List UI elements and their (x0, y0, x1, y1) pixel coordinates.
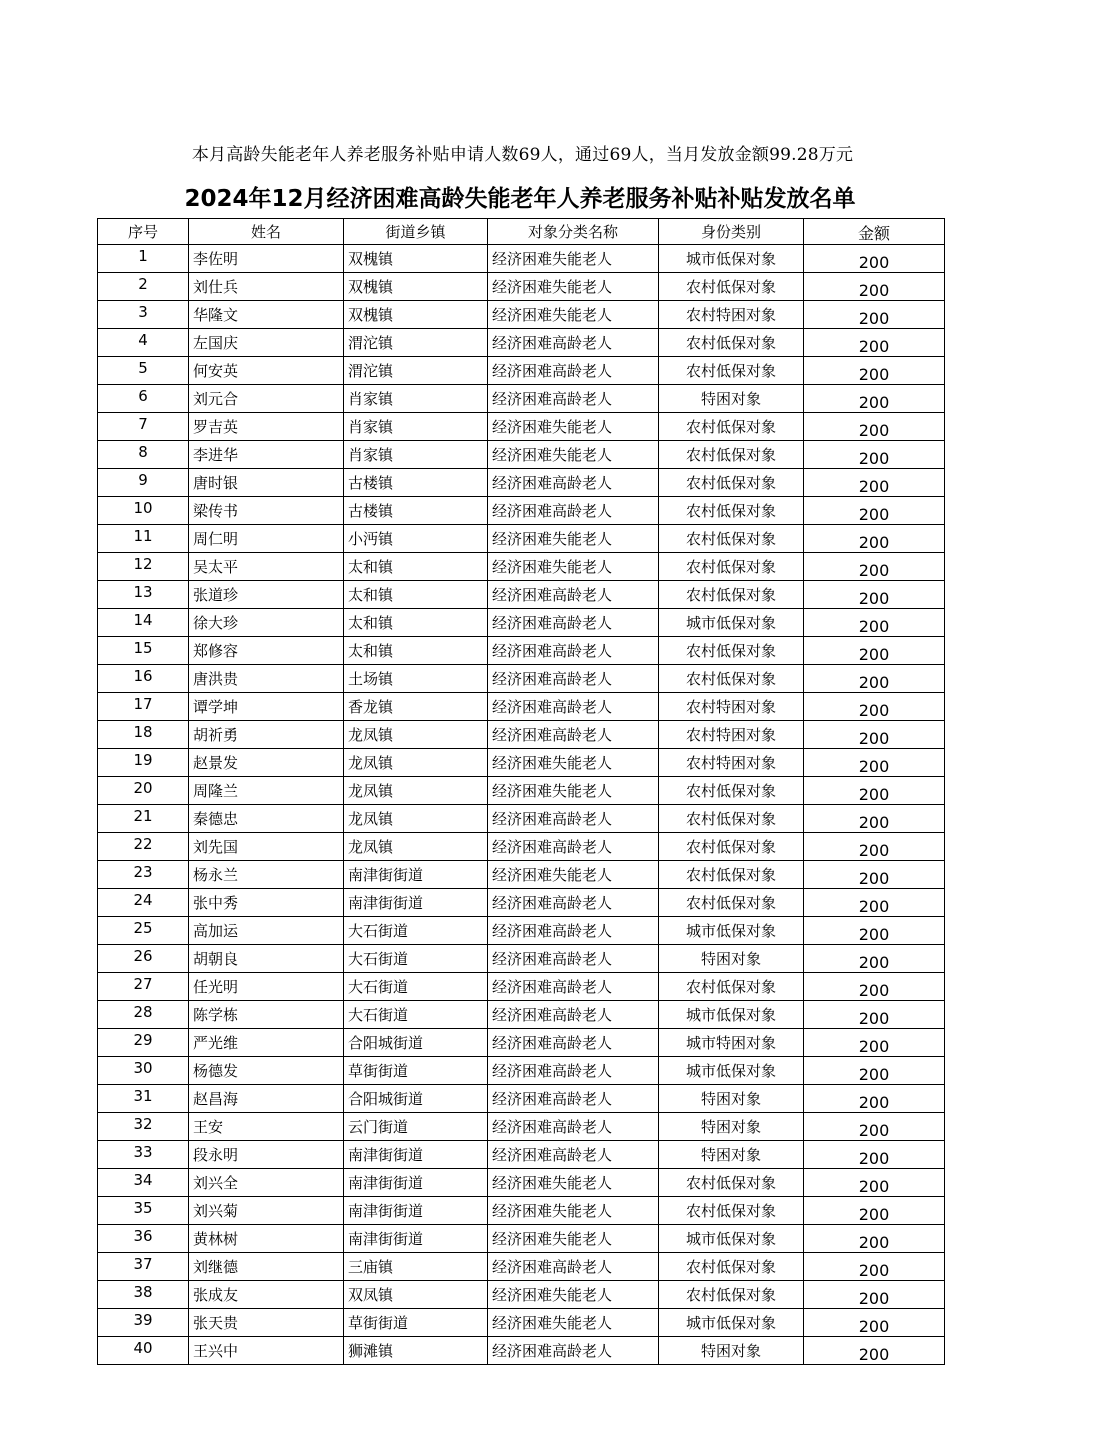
cell-category: 经济困难失能老人 (488, 1225, 659, 1253)
table-row (98, 721, 945, 749)
cell-amount: 200 (804, 581, 945, 609)
cell-town: 南津街街道 (344, 889, 488, 917)
cell-amount: 200 (804, 861, 945, 889)
cell-amount: 200 (804, 777, 945, 805)
cell-category: 经济困难高龄老人 (488, 609, 659, 637)
cell-name: 刘元合 (189, 385, 344, 413)
cell-identity: 城市低保对象 (659, 1309, 804, 1337)
cell-identity: 农村低保对象 (659, 441, 804, 469)
cell-identity: 特困对象 (659, 1337, 804, 1365)
cell-index: 35 (98, 1197, 189, 1225)
cell-name: 张成友 (189, 1281, 344, 1309)
cell-amount: 200 (804, 637, 945, 665)
cell-identity: 农村低保对象 (659, 273, 804, 301)
cell-amount: 200 (804, 749, 945, 777)
cell-name: 高加运 (189, 917, 344, 945)
cell-index: 4 (98, 329, 189, 357)
cell-town: 龙凤镇 (344, 749, 488, 777)
cell-index: 19 (98, 749, 189, 777)
cell-identity: 城市低保对象 (659, 1225, 804, 1253)
cell-name: 罗吉英 (189, 413, 344, 441)
cell-name: 刘兴全 (189, 1169, 344, 1197)
cell-amount: 200 (804, 413, 945, 441)
table-row (98, 357, 945, 385)
cell-index: 37 (98, 1253, 189, 1281)
cell-name: 赵景发 (189, 749, 344, 777)
table-row (98, 609, 945, 637)
cell-amount: 200 (804, 525, 945, 553)
cell-town: 南津街街道 (344, 1169, 488, 1197)
cell-amount: 200 (804, 385, 945, 413)
cell-name: 徐大珍 (189, 609, 344, 637)
table-row (98, 525, 945, 553)
cell-amount: 200 (804, 889, 945, 917)
table-row (98, 1309, 945, 1337)
cell-index: 36 (98, 1225, 189, 1253)
cell-category: 经济困难高龄老人 (488, 917, 659, 945)
cell-name: 赵昌海 (189, 1085, 344, 1113)
cell-index: 20 (98, 777, 189, 805)
cell-index: 22 (98, 833, 189, 861)
cell-index: 18 (98, 721, 189, 749)
cell-name: 李佐明 (189, 245, 344, 273)
cell-index: 1 (98, 245, 189, 273)
cell-name: 刘继德 (189, 1253, 344, 1281)
cell-index: 40 (98, 1337, 189, 1365)
cell-category: 经济困难高龄老人 (488, 945, 659, 973)
cell-identity: 城市低保对象 (659, 1057, 804, 1085)
cell-identity: 农村低保对象 (659, 553, 804, 581)
cell-identity: 农村低保对象 (659, 833, 804, 861)
cell-amount: 200 (804, 553, 945, 581)
cell-amount: 200 (804, 1309, 945, 1337)
cell-town: 太和镇 (344, 553, 488, 581)
table-row (98, 1029, 945, 1057)
cell-name: 张中秀 (189, 889, 344, 917)
cell-index: 27 (98, 973, 189, 1001)
cell-index: 25 (98, 917, 189, 945)
cell-category: 经济困难失能老人 (488, 525, 659, 553)
cell-amount: 200 (804, 329, 945, 357)
cell-town: 南津街街道 (344, 1225, 488, 1253)
cell-town: 肖家镇 (344, 385, 488, 413)
cell-identity: 农村低保对象 (659, 413, 804, 441)
cell-identity: 农村低保对象 (659, 525, 804, 553)
cell-identity: 农村低保对象 (659, 329, 804, 357)
cell-category: 经济困难高龄老人 (488, 385, 659, 413)
cell-category: 经济困难高龄老人 (488, 693, 659, 721)
cell-town: 太和镇 (344, 581, 488, 609)
cell-town: 龙凤镇 (344, 777, 488, 805)
cell-identity: 农村低保对象 (659, 497, 804, 525)
cell-name: 严光维 (189, 1029, 344, 1057)
cell-name: 梁传书 (189, 497, 344, 525)
cell-category: 经济困难高龄老人 (488, 665, 659, 693)
cell-category: 经济困难高龄老人 (488, 805, 659, 833)
cell-name: 郑修容 (189, 637, 344, 665)
cell-identity: 农村特困对象 (659, 693, 804, 721)
cell-town: 双槐镇 (344, 245, 488, 273)
cell-name: 周隆兰 (189, 777, 344, 805)
cell-category: 经济困难失能老人 (488, 1169, 659, 1197)
table-row (98, 245, 945, 273)
table-row (98, 553, 945, 581)
cell-identity: 特困对象 (659, 1085, 804, 1113)
cell-identity: 城市低保对象 (659, 917, 804, 945)
cell-name: 何安英 (189, 357, 344, 385)
cell-name: 王安 (189, 1113, 344, 1141)
cell-category: 经济困难高龄老人 (488, 1057, 659, 1085)
table-row (98, 329, 945, 357)
cell-amount: 200 (804, 245, 945, 273)
cell-identity: 特困对象 (659, 1141, 804, 1169)
cell-identity: 农村特困对象 (659, 721, 804, 749)
cell-index: 2 (98, 273, 189, 301)
cell-category: 经济困难失能老人 (488, 413, 659, 441)
cell-identity: 农村低保对象 (659, 777, 804, 805)
cell-category: 经济困难失能老人 (488, 245, 659, 273)
cell-identity: 农村特困对象 (659, 749, 804, 777)
cell-category: 经济困难失能老人 (488, 1197, 659, 1225)
table-row (98, 777, 945, 805)
header-category: 对象分类名称 (488, 219, 659, 245)
cell-town: 南津街街道 (344, 1197, 488, 1225)
header-identity: 身份类别 (659, 219, 804, 245)
cell-index: 21 (98, 805, 189, 833)
table-row (98, 581, 945, 609)
cell-identity: 城市低保对象 (659, 245, 804, 273)
table-row (98, 1253, 945, 1281)
header-row (98, 219, 945, 245)
cell-town: 龙凤镇 (344, 805, 488, 833)
table-row (98, 805, 945, 833)
table-row (98, 1197, 945, 1225)
cell-category: 经济困难失能老人 (488, 301, 659, 329)
cell-town: 古楼镇 (344, 469, 488, 497)
table-row (98, 1141, 945, 1169)
cell-identity: 农村低保对象 (659, 973, 804, 1001)
cell-identity: 农村低保对象 (659, 1281, 804, 1309)
cell-amount: 200 (804, 665, 945, 693)
cell-amount: 200 (804, 1197, 945, 1225)
cell-town: 太和镇 (344, 609, 488, 637)
table-row (98, 665, 945, 693)
cell-category: 经济困难高龄老人 (488, 581, 659, 609)
cell-category: 经济困难高龄老人 (488, 1029, 659, 1057)
cell-name: 谭学坤 (189, 693, 344, 721)
cell-amount: 200 (804, 357, 945, 385)
cell-category: 经济困难高龄老人 (488, 469, 659, 497)
cell-name: 王兴中 (189, 1337, 344, 1365)
table-row (98, 1057, 945, 1085)
cell-name: 华隆文 (189, 301, 344, 329)
table-row (98, 469, 945, 497)
cell-amount: 200 (804, 301, 945, 329)
cell-name: 张天贵 (189, 1309, 344, 1337)
cell-category: 经济困难高龄老人 (488, 833, 659, 861)
cell-amount: 200 (804, 945, 945, 973)
table-row (98, 385, 945, 413)
cell-identity: 农村低保对象 (659, 1197, 804, 1225)
cell-index: 6 (98, 385, 189, 413)
table-row (98, 1169, 945, 1197)
cell-town: 合阳城街道 (344, 1085, 488, 1113)
cell-name: 刘兴菊 (189, 1197, 344, 1225)
cell-identity: 农村特困对象 (659, 301, 804, 329)
header-index: 序号 (98, 219, 189, 245)
cell-town: 龙凤镇 (344, 833, 488, 861)
cell-index: 30 (98, 1057, 189, 1085)
table-row (98, 693, 945, 721)
cell-amount: 200 (804, 1029, 945, 1057)
cell-category: 经济困难失能老人 (488, 1281, 659, 1309)
table-row (98, 1281, 945, 1309)
cell-amount: 200 (804, 497, 945, 525)
cell-index: 34 (98, 1169, 189, 1197)
cell-identity: 农村低保对象 (659, 1169, 804, 1197)
cell-town: 双槐镇 (344, 301, 488, 329)
cell-name: 胡朝良 (189, 945, 344, 973)
cell-amount: 200 (804, 441, 945, 469)
header-town: 街道乡镇 (344, 219, 488, 245)
cell-index: 8 (98, 441, 189, 469)
cell-amount: 200 (804, 1169, 945, 1197)
cell-identity: 农村低保对象 (659, 637, 804, 665)
cell-name: 杨永兰 (189, 861, 344, 889)
cell-town: 土场镇 (344, 665, 488, 693)
cell-index: 33 (98, 1141, 189, 1169)
cell-amount: 200 (804, 693, 945, 721)
cell-index: 12 (98, 553, 189, 581)
cell-category: 经济困难失能老人 (488, 553, 659, 581)
table-row (98, 917, 945, 945)
cell-category: 经济困难高龄老人 (488, 889, 659, 917)
cell-category: 经济困难高龄老人 (488, 1141, 659, 1169)
summary-text: 本月高龄失能老年人养老服务补贴申请人数69人，通过69人，当月发放金额99.28万元 (191, 145, 854, 165)
cell-name: 黄林树 (189, 1225, 344, 1253)
cell-identity: 农村低保对象 (659, 665, 804, 693)
cell-town: 大石街道 (344, 973, 488, 1001)
cell-index: 7 (98, 413, 189, 441)
cell-index: 16 (98, 665, 189, 693)
cell-category: 经济困难高龄老人 (488, 637, 659, 665)
cell-amount: 200 (804, 973, 945, 1001)
cell-town: 肖家镇 (344, 441, 488, 469)
cell-name: 唐洪贵 (189, 665, 344, 693)
cell-amount: 200 (804, 469, 945, 497)
cell-category: 经济困难失能老人 (488, 777, 659, 805)
cell-town: 南津街街道 (344, 1141, 488, 1169)
cell-index: 23 (98, 861, 189, 889)
cell-identity: 城市特困对象 (659, 1029, 804, 1057)
cell-name: 左国庆 (189, 329, 344, 357)
cell-category: 经济困难高龄老人 (488, 973, 659, 1001)
cell-town: 渭沱镇 (344, 329, 488, 357)
cell-name: 段永明 (189, 1141, 344, 1169)
cell-category: 经济困难高龄老人 (488, 721, 659, 749)
cell-amount: 200 (804, 1113, 945, 1141)
cell-town: 合阳城街道 (344, 1029, 488, 1057)
cell-town: 古楼镇 (344, 497, 488, 525)
cell-amount: 200 (804, 1337, 945, 1365)
cell-name: 任光明 (189, 973, 344, 1001)
cell-identity: 城市低保对象 (659, 1001, 804, 1029)
cell-amount: 200 (804, 1085, 945, 1113)
table-row (98, 637, 945, 665)
cell-town: 狮滩镇 (344, 1337, 488, 1365)
cell-category: 经济困难高龄老人 (488, 1001, 659, 1029)
table-row (98, 1113, 945, 1141)
cell-index: 10 (98, 497, 189, 525)
cell-amount: 200 (804, 1001, 945, 1029)
cell-identity: 农村低保对象 (659, 581, 804, 609)
cell-index: 15 (98, 637, 189, 665)
table-row (98, 301, 945, 329)
cell-category: 经济困难失能老人 (488, 1309, 659, 1337)
cell-name: 刘仕兵 (189, 273, 344, 301)
cell-index: 29 (98, 1029, 189, 1057)
cell-amount: 200 (804, 721, 945, 749)
cell-category: 经济困难高龄老人 (488, 329, 659, 357)
table-row (98, 833, 945, 861)
cell-name: 刘先国 (189, 833, 344, 861)
cell-identity: 特困对象 (659, 945, 804, 973)
cell-town: 大石街道 (344, 945, 488, 973)
cell-name: 杨德发 (189, 1057, 344, 1085)
cell-index: 38 (98, 1281, 189, 1309)
cell-town: 小沔镇 (344, 525, 488, 553)
cell-name: 张道珍 (189, 581, 344, 609)
table-row (98, 1001, 945, 1029)
cell-category: 经济困难失能老人 (488, 861, 659, 889)
cell-index: 31 (98, 1085, 189, 1113)
cell-index: 26 (98, 945, 189, 973)
cell-amount: 200 (804, 1281, 945, 1309)
cell-amount: 200 (804, 805, 945, 833)
cell-town: 双槐镇 (344, 273, 488, 301)
cell-amount: 200 (804, 1141, 945, 1169)
cell-amount: 200 (804, 833, 945, 861)
header-amount: 金额 (804, 219, 945, 245)
cell-name: 陈学栋 (189, 1001, 344, 1029)
cell-town: 太和镇 (344, 637, 488, 665)
cell-identity: 农村低保对象 (659, 357, 804, 385)
table-row (98, 945, 945, 973)
cell-town: 草街街道 (344, 1309, 488, 1337)
table-row (98, 889, 945, 917)
table-row (98, 861, 945, 889)
cell-identity: 城市低保对象 (659, 609, 804, 637)
cell-amount: 200 (804, 1057, 945, 1085)
header-name: 姓名 (189, 219, 344, 245)
cell-town: 草街街道 (344, 1057, 488, 1085)
cell-town: 双凤镇 (344, 1281, 488, 1309)
cell-town: 肖家镇 (344, 413, 488, 441)
cell-category: 经济困难失能老人 (488, 273, 659, 301)
cell-category: 经济困难高龄老人 (488, 1113, 659, 1141)
cell-category: 经济困难高龄老人 (488, 1337, 659, 1365)
cell-index: 9 (98, 469, 189, 497)
table-row (98, 1225, 945, 1253)
cell-town: 大石街道 (344, 917, 488, 945)
table-row (98, 497, 945, 525)
cell-name: 秦德忠 (189, 805, 344, 833)
cell-amount: 200 (804, 273, 945, 301)
cell-index: 32 (98, 1113, 189, 1141)
cell-identity: 农村低保对象 (659, 1253, 804, 1281)
cell-index: 17 (98, 693, 189, 721)
cell-identity: 特困对象 (659, 1113, 804, 1141)
cell-town: 大石街道 (344, 1001, 488, 1029)
cell-amount: 200 (804, 917, 945, 945)
table-row (98, 441, 945, 469)
cell-town: 龙凤镇 (344, 721, 488, 749)
cell-name: 李进华 (189, 441, 344, 469)
table-row (98, 1085, 945, 1113)
subsidy-table (97, 218, 945, 1365)
cell-name: 胡祈勇 (189, 721, 344, 749)
cell-category: 经济困难失能老人 (488, 441, 659, 469)
cell-town: 三庙镇 (344, 1253, 488, 1281)
cell-category: 经济困难高龄老人 (488, 497, 659, 525)
cell-index: 39 (98, 1309, 189, 1337)
cell-name: 唐时银 (189, 469, 344, 497)
cell-index: 24 (98, 889, 189, 917)
cell-amount: 200 (804, 1225, 945, 1253)
cell-name: 周仁明 (189, 525, 344, 553)
cell-category: 经济困难失能老人 (488, 749, 659, 777)
cell-identity: 特困对象 (659, 385, 804, 413)
cell-index: 13 (98, 581, 189, 609)
cell-identity: 农村低保对象 (659, 805, 804, 833)
table-row (98, 973, 945, 1001)
table-row (98, 1337, 945, 1365)
cell-index: 11 (98, 525, 189, 553)
table-row (98, 273, 945, 301)
cell-amount: 200 (804, 1253, 945, 1281)
cell-index: 3 (98, 301, 189, 329)
cell-identity: 农村低保对象 (659, 861, 804, 889)
cell-category: 经济困难高龄老人 (488, 357, 659, 385)
cell-identity: 农村低保对象 (659, 469, 804, 497)
cell-category: 经济困难高龄老人 (488, 1253, 659, 1281)
cell-index: 14 (98, 609, 189, 637)
cell-category: 经济困难高龄老人 (488, 1085, 659, 1113)
document-title: 2024年12月经济困难高龄失能老年人养老服务补贴补贴发放名单 (184, 186, 856, 212)
table-row (98, 749, 945, 777)
table-row (98, 413, 945, 441)
cell-amount: 200 (804, 609, 945, 637)
cell-town: 香龙镇 (344, 693, 488, 721)
cell-town: 南津街街道 (344, 861, 488, 889)
cell-town: 云门街道 (344, 1113, 488, 1141)
cell-town: 渭沱镇 (344, 357, 488, 385)
cell-identity: 农村低保对象 (659, 889, 804, 917)
cell-name: 吴太平 (189, 553, 344, 581)
cell-index: 5 (98, 357, 189, 385)
cell-index: 28 (98, 1001, 189, 1029)
